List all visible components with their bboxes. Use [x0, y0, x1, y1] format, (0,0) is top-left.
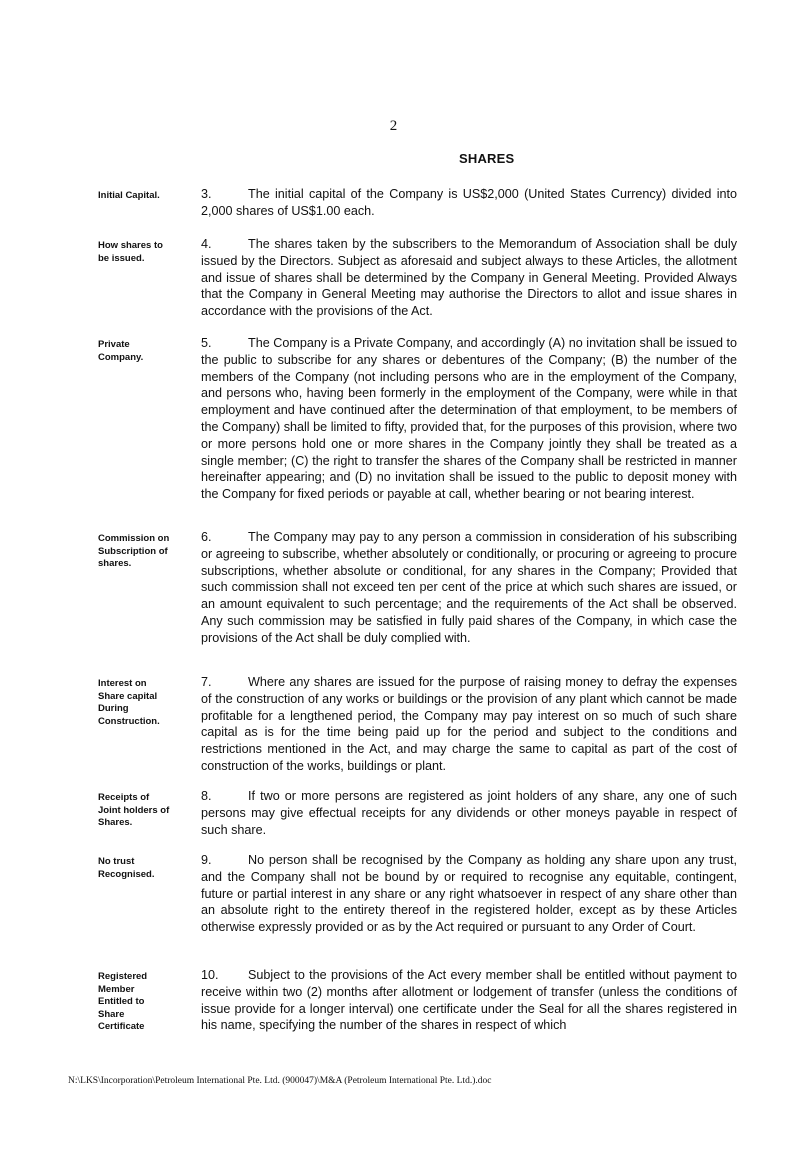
clause-number: 9. — [201, 853, 212, 867]
clause-number: 5. — [201, 336, 212, 350]
clause-text: Where any shares are issued for the purpose of raising money to defray the expenses of the construction of any works or buildings or the provision of any plant which cannot be made profitable for a lengthened period, the Company may pay interest on so much of such share capital as is for the time being paid up for the period and subject to the conditions and restrictions mentioned in the Act, and may charge the same to capital as part of the cost of construction of the works, buildings or plant. — [201, 675, 737, 773]
clause-text: No person shall be recognised by the Company as holding any share upon any trust, and the Company shall not be bound by or required to recognise any equitable, contingent, future or partial interest in any share or any right whatsoever in respect of any share other than an absolute right to the entirety thereof in the registered holder, except as by these Articles otherwise expressly provided or as by the Act required or pursuant to any Order of Court. — [201, 853, 737, 935]
clause-number: 3. — [201, 187, 212, 201]
clause-text: The initial capital of the Company is US$2,000 (United States Currency) divided into 2,000 shares of US$1.00 each. — [201, 187, 737, 218]
clause-number: 6. — [201, 530, 212, 544]
clause-body — [201, 335, 737, 503]
clause-number: 10. — [201, 968, 219, 982]
margin-note: How shares to be issued. — [98, 240, 163, 264]
margin-note: Initial Capital. — [98, 190, 160, 201]
clause-body — [201, 186, 737, 220]
clause-text: The Company is a Private Company, and accordingly (A) no invitation shall be issued to the public to subscribe for any shares or debentures of the Company; (B) the number of the members of the Company (not including persons who are in the employment of the Company, and persons who, having been formerly in the employment of the Company, were while in that employment and have continued after the determination of that employment, to be members of the Company) shall be limited to fifty, provided that, for the purposes of this provision, where two or more persons hold one or more shares in the Company jointly they shall be treated as a single member; (C) the right to transfer the shares of the Company shall be restricted in manner hereinafter appearing; and (D) no invitation shall be issued to the public to deposit money with the Company for fixed periods or payable at call, whether bearing or not bearing interest. — [201, 336, 737, 502]
clause-text: The Company may pay to any person a commission in consideration of his subscribing or agreeing to subscribe, whether absolutely or conditionally, or procuring or agreeing to procure subscriptions, whether absolute or conditional, for any shares in the Company; Provided that such commission shall not exceed ten per cent of the price at which such shares are issued, or an amount equivalent to such percentage; and the requirements of the Act shall be observed. Any such commission may be satisfied in fully paid shares of the Company, in which case the provisions of the Act shall be duly complied with. — [201, 530, 737, 645]
clause-body — [201, 529, 737, 647]
margin-note: Registered Member Entitled to Share Certificate — [98, 971, 148, 1032]
clause-text: Subject to the provisions of the Act every member shall be entitled without payment to receive within two (2) months after allotment or lodgement of transfer (unless the conditions of issue provide for a longer interval) one certificate under the Seal for all the shares registered in his name, specifying the number of the shares in respect of which — [201, 968, 737, 1033]
clause-body — [201, 852, 737, 936]
margin-note: Commission on Subscription of shares. — [98, 533, 170, 569]
clause-number: 7. — [201, 675, 212, 689]
clause-body — [201, 674, 737, 775]
clause-body — [201, 788, 737, 838]
clause-number: 8. — [201, 789, 212, 803]
page-number: 2 — [389, 118, 398, 134]
clause-body — [201, 967, 737, 1034]
margin-note: Private Company. — [98, 339, 144, 363]
margin-note: Interest on Share capital During Construction. — [98, 678, 160, 727]
footer-file-path: N:\LKS\Incorporation\Petroleum International Pte. Ltd. (900047)\M&A (Petroleum International Pte. Ltd.).doc — [68, 1076, 492, 1086]
margin-note: Receipts of Joint holders of Shares. — [98, 792, 170, 828]
clause-text: If two or more persons are registered as joint holders of any share, any one of such persons may give effectual receipts for any dividends or other moneys payable in respect of such share. — [201, 789, 737, 837]
section-heading: SHARES — [459, 151, 515, 166]
clause-body — [201, 236, 737, 320]
clause-number: 4. — [201, 237, 212, 251]
margin-note: No trust Recognised. — [98, 856, 155, 880]
clause-text: The shares taken by the subscribers to the Memorandum of Association shall be duly issued by the Directors. Subject as aforesaid and subject always to these Articles, the allotment and issue of shares shall be determined by the Company in General Meeting. Provided Always that the Company in General Meeting may authorise the Directors to allot and issue shares in accordance with the provisions of the Act. — [201, 237, 737, 319]
